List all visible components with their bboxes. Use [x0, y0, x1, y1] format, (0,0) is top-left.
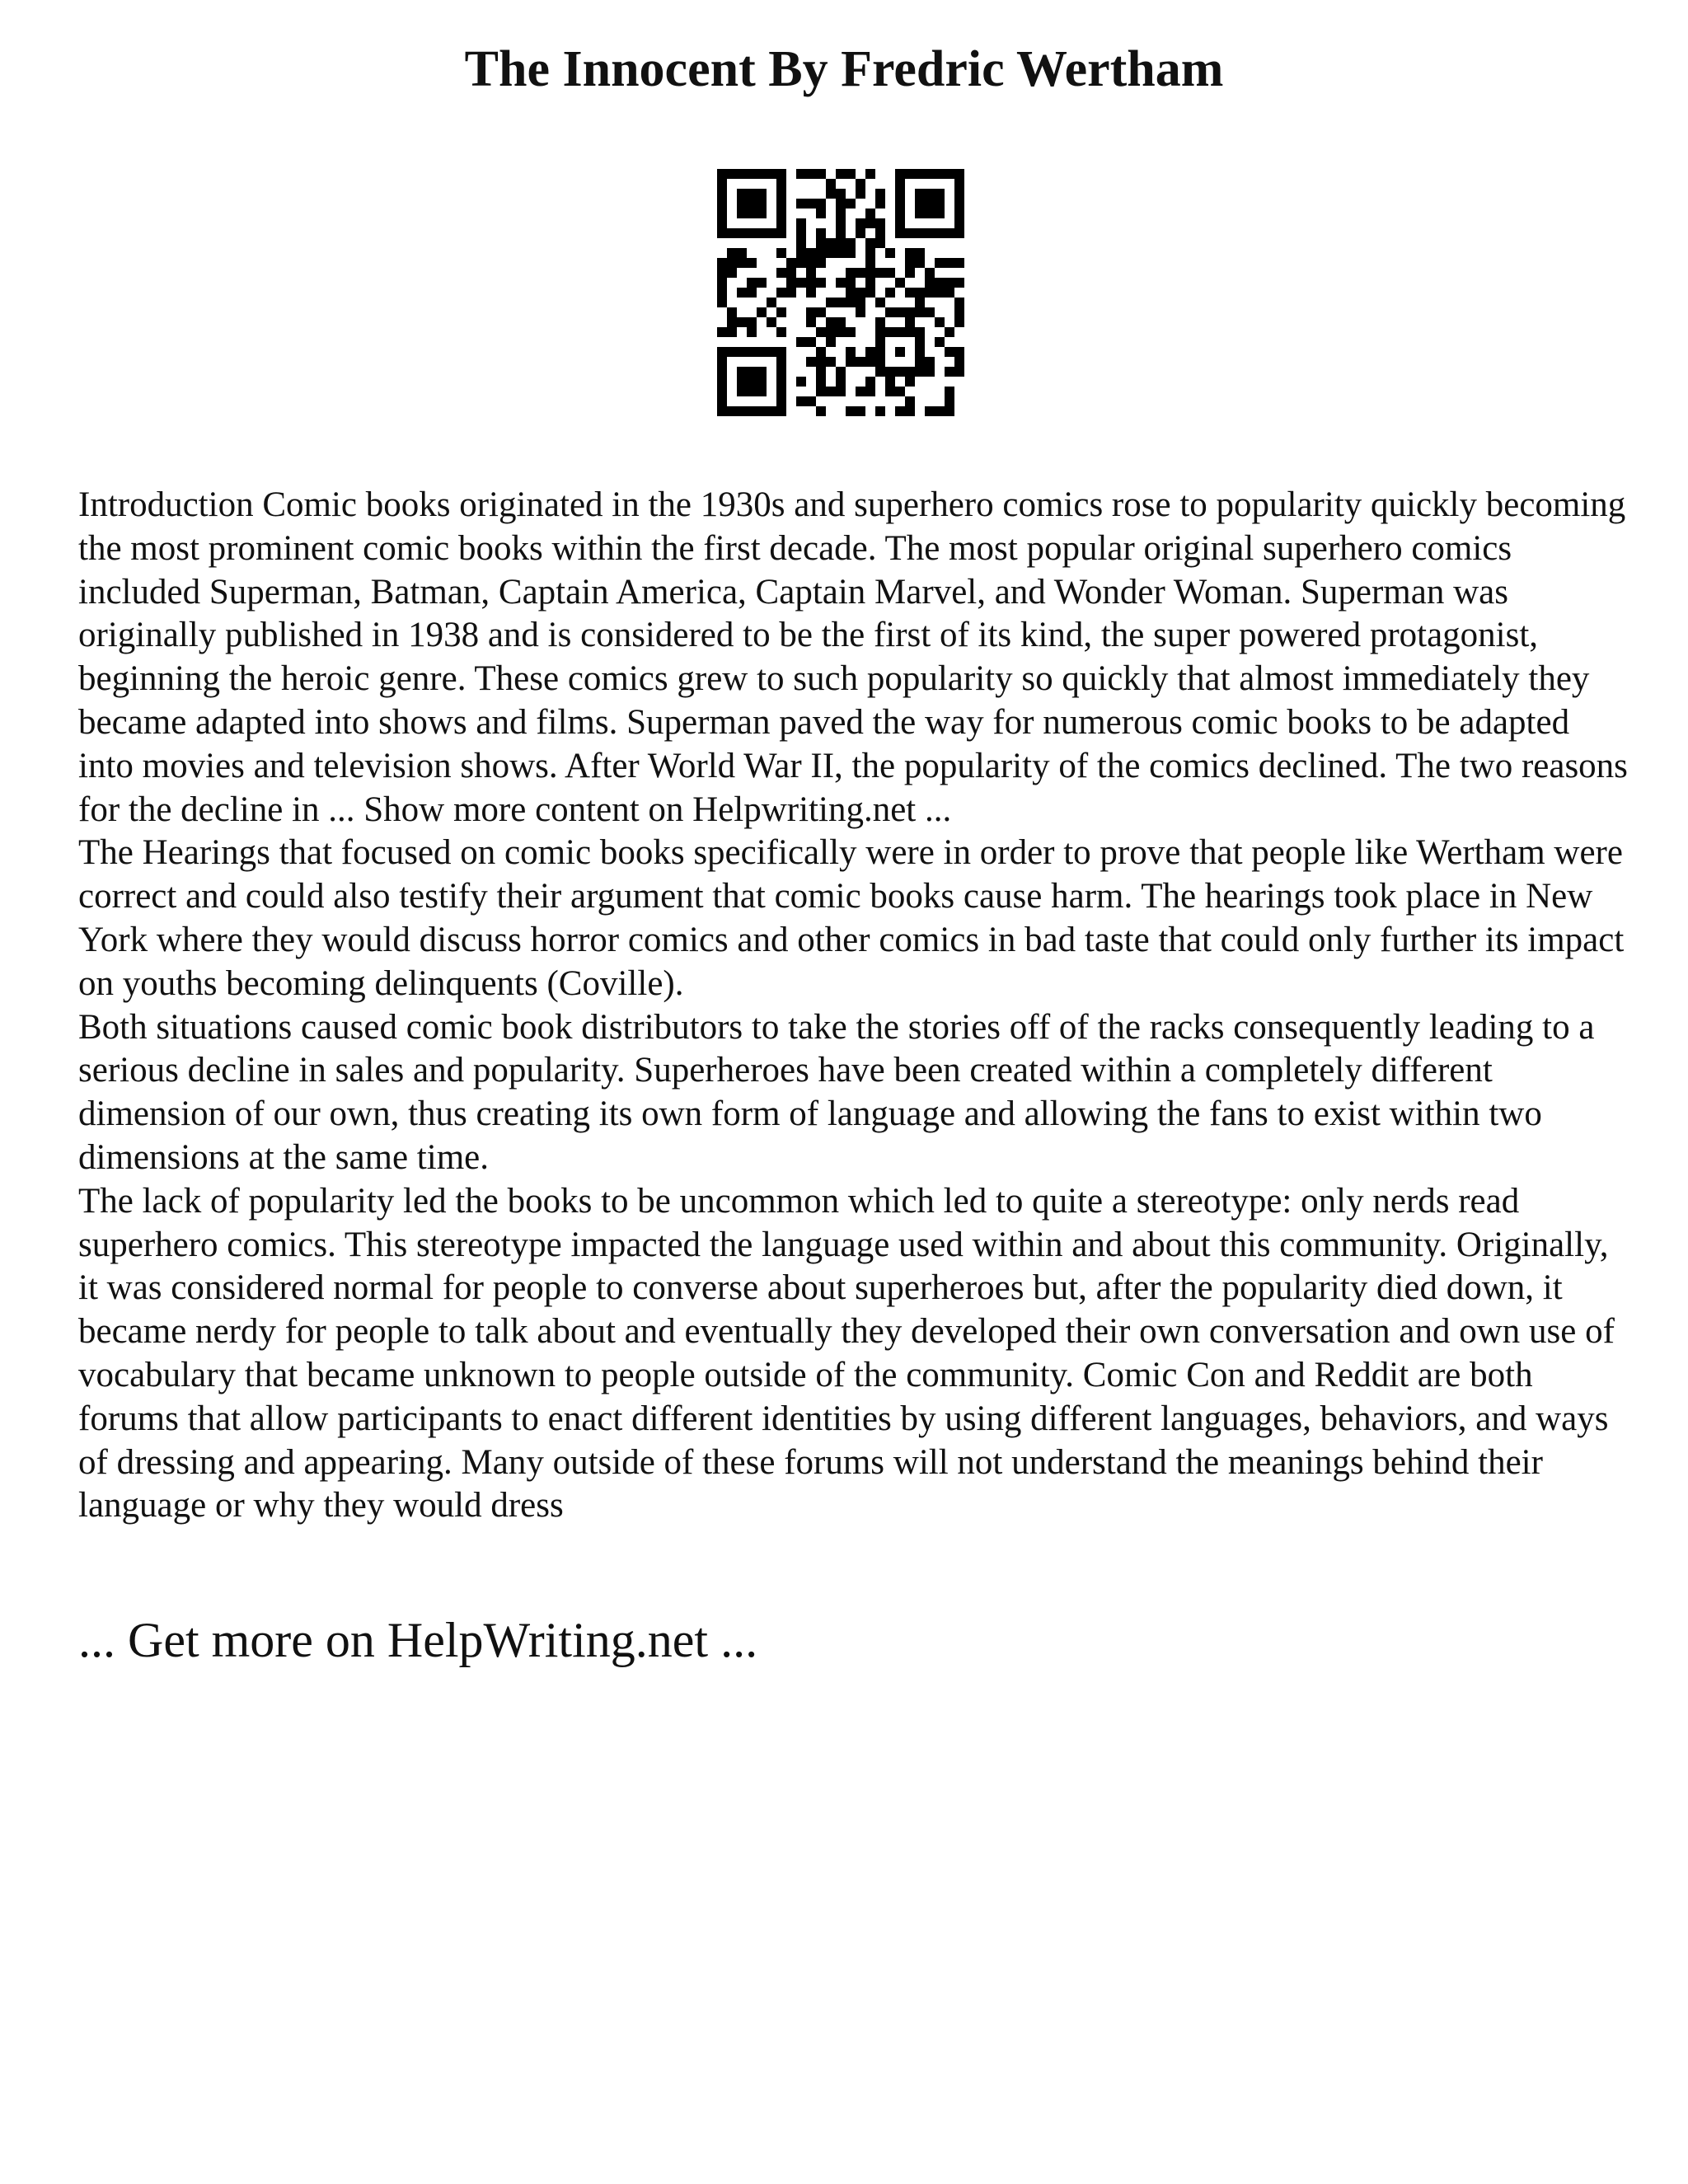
paragraph-hearings: The Hearings that focused on comic books specifically were in order to prove that people like Wertham were correct and could also testify their argument that comic books cause harm. The hearings took place in New York where they would discuss horror comics and other comics in bad taste that could only further its impact on youths becoming delinquents (Coville). — [78, 833, 1625, 1003]
qr-code-icon[interactable] — [717, 169, 964, 416]
get-more-link[interactable]: ... Get more on HelpWriting.net ... — [78, 1613, 758, 1667]
paragraph-introduction: Introduction Comic books originated in the 1930s and superhero comics rose to popularity quickly becoming the most prominent comic books within the first decade. The most popular original superhero comics included Superman, Batman, Captain America, Captain Marvel, and Wonder Woman. Superman was originally published in 1938 and is considered to be the first of its kind, the super powered protagonist, beginning the heroic genre. These comics grew to such popularity so quickly that almost immediately they became adapted into shows and films. Superman paved the way for numerous comic books to be adapted into movies and television shows. After World War II, the popularity of the comics declined. The two reasons for the decline in ... Show more content on Helpwriting.net ... — [78, 485, 1628, 829]
paragraph-distributors: Both situations caused comic book distributors to take the stories off of the racks consequently leading to a serious decline in sales and popularity. Superheroes have been created within a completely different dimension of our own, thus creating its own form of language and allowing the fans to exist within two dimensions at the same time. — [78, 1007, 1595, 1177]
paragraph-stereotype: The lack of popularity led the books to be uncommon which led to quite a stereotype: only nerds read superhero comics. This stereotype impacted the language used within and about this community. Originally, it was considered normal for people to converse about superheroes but, after the popularity died down, it became nerdy for people to talk about and eventually they developed their own conversation and own use of vocabulary that became unknown to people outside of the community. Comic Con and Reddit are both forums that allow participants to enact different identities by using different languages, behaviors, and ways of dressing and appearing. Many outside of these forums will not understand the meanings behind their language or why they would dress — [78, 1181, 1615, 1526]
qr-code-graphic — [717, 169, 964, 416]
article-body — [78, 484, 1628, 1528]
document-title: The Innocent By Fredric Wertham — [464, 41, 1224, 97]
